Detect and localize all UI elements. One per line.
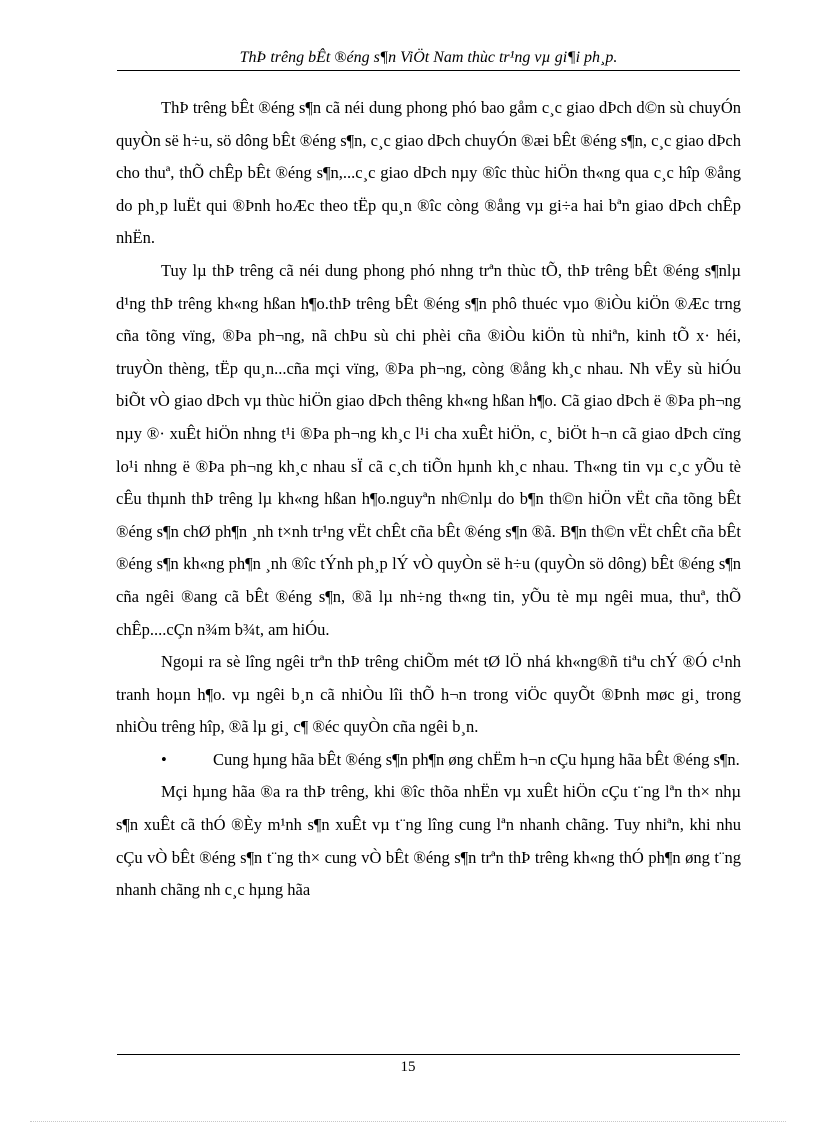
page-number: 15 [400,1059,416,1075]
bullet-symbol: • [161,749,167,769]
paragraph: Ngoµi ra sè lîng ngêi trªn thÞ trêng chiÕm mét tØ lÖ nhá kh«ng®ñ tiªu chÝ ®Ó c¹nh tranh hoµn h¶o. vµ ngêi b¸n cã nhiÒu lîi thÕ h¬n trong viÖc quyÕt ®Þnh møc gi¸ trong nhiÒu trêng hîp, ®ã lµ gi¸ c¶ ®éc quyÒn cña ngêi b¸n. [116,652,741,737]
bullet-text: Cung hµng hãa bÊt ®éng s¶n ph¶n øng chËm h¬n cÇu hµng hãa bÊt ®éng s¶n. [213,749,740,769]
page-boundary-dots [30,1121,786,1122]
bullet-item [116,744,741,777]
paragraph: Tuy lµ thÞ trêng cã néi dung phong phó nhng trªn thùc tÕ, thÞ trêng bÊt ®éng s¶nlµ d¹ng thÞ trêng kh«ng hßan h¶o.thÞ trêng bÊt ®éng s¶n phô thuéc vµo ®iÒu kiÖn ®Æc trng cña tõng vïng, ®Þa ph¬ng, nã chÞu sù chi phèi cña ®iÒu kiÖn tù nhiªn, kinh tÕ x· héi, truyÒn thèng, tËp qu¸n...cña mçi vïng, ®Þa ph¬ng, còng ®ång kh¸c nhau. Nh vËy sù hiÓu biÕt vÒ giao dÞch vµ thùc hiÖn giao dÞch thêng kh«ng hßan h¶o. Cã giao dÞch ë ®Þa ph¬ng nµy ®· xuÊt hiÖn nhng t¹i ®Þa ph¬ng kh¸c l¹i cha xuÊt hiÖn, c¸ biÖt h¬n cã giao dÞch cïng lo¹i nhng ë ®Þa ph¬ng kh¸c nhau sÏ cã c¸ch tiÕn hµnh kh¸c nhau. Th«ng tin vµ c¸c yÕu tè cÊu thµnh thÞ trêng lµ kh«ng hßan h¶o.nguyªn nh©nlµ do b¶n th©n hiÖn vËt cña tõng bÊt ®éng s¶n chØ ph¶n ¸nh t×nh tr¹ng vËt chÊt cña bÊt ®éng s¶n ®ã. B¶n th©n vËt chÊt cña bÊt ®éng s¶n kh«ng ph¶n ¸nh ®îc tÝnh ph¸p lÝ vÒ quyÒn së h÷u (quyÒn sö dông) bÊt ®éng s¶n cña ngêi ®ang cã bÊt ®éng s¶n, ®ã lµ nh÷ng th«ng tin, yÕu tè mµ ngêi mua, thuª, thÕ chÊp....cÇn n¾m b¾t, am hiÓu. [116,260,741,639]
document-body [116,92,741,907]
running-header: ThÞ trêng bÊt ®éng s¶n ViÖt Nam thùc tr¹ng vµ gi¶i ph¸p. [239,49,618,66]
header-rule [117,70,740,71]
footer-rule [117,1054,740,1055]
paragraph: ThÞ trêng bÊt ®éng s¶n cã néi dung phong phó bao gåm c¸c giao dÞch d©n sù chuyÓn quyÒn së h÷u, sö dông bÊt ®éng s¶n, c¸c giao dÞch chuyÓn ®æi bÊt ®éng s¶n, c¸c giao dÞch cho thuª, thÕ chÊp bÊt ®éng s¶n,...c¸c giao dÞch nµy ®îc thùc hiÖn th«ng qua c¸c hîp ®ång do ph¸p luËt qui ®Þnh hoÆc theo tËp qu¸n ®îc còng ®ång vµ gi÷a hai bªn giao dÞch chÊp nhËn. [116,98,741,248]
paragraph: Mçi hµng hãa ®a ra thÞ trêng, khi ®îc thõa nhËn vµ xuÊt hiÖn cÇu t¨ng lªn th× nhµ s¶n xuÊt cã thÓ ®Èy m¹nh s¶n xuÊt vµ t¨ng lîng cung lªn nhanh chãng. Tuy nhiªn, khi nhu cÇu vÒ bÊt ®éng s¶n t¨ng th× cung vÒ bÊt ®éng s¶n trªn thÞ trêng kh«ng thÓ ph¶n øng t¨ng nhanh chãng nh c¸c hµng hãa [116,782,741,900]
